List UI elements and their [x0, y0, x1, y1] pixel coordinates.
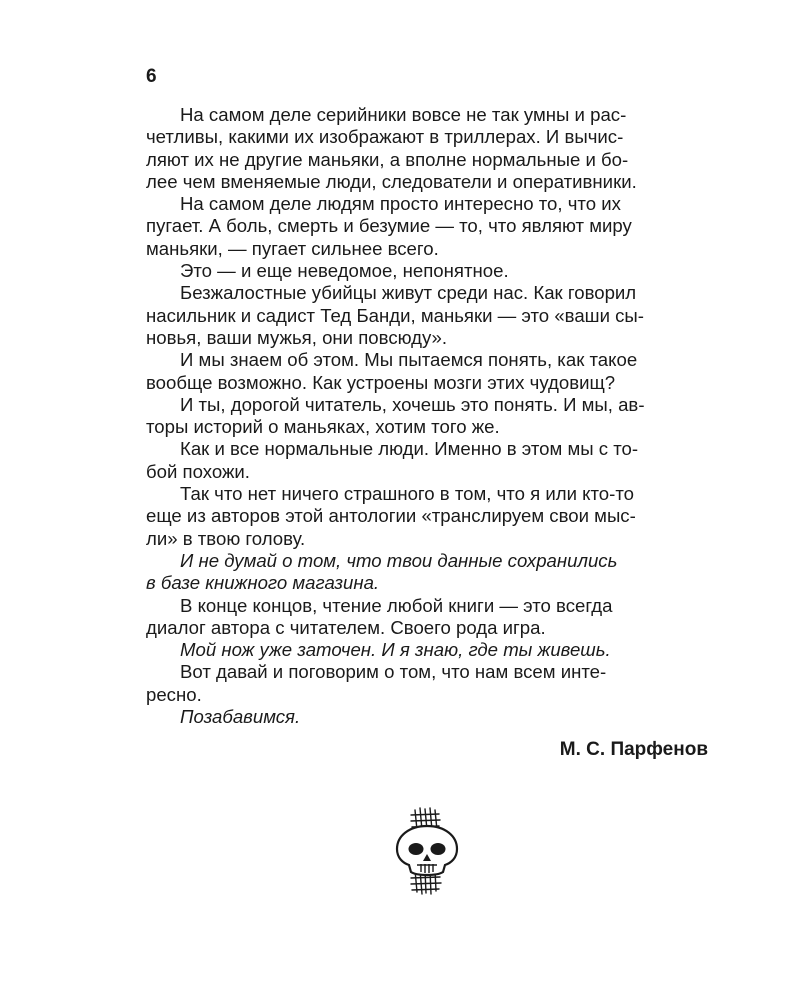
paragraph: И ты, дорогой читатель, хочешь это понять. И мы, ав- торы историй о маньяках, хотим того же. [146, 393, 645, 438]
paragraph: Безжалостные убийцы живут среди нас. Как говорил насильник и садист Тед Банди, маньяки — это «ваши сы- новья, ваши мужья, они повсюду». [146, 282, 644, 348]
paragraph-italic: И не думай о том, что твои данные сохранились в базе книжного магазина. [146, 549, 618, 594]
paragraph: И мы знаем об этом. Мы пытаемся понять, как такое вообще возможно. Как устроены мозги этих чудовищ? [146, 349, 638, 393]
body-text [146, 104, 708, 728]
paragraph: Это — и еще неведомое, непонятное. [180, 260, 509, 282]
author-signature: М. С. Парфенов [559, 739, 708, 760]
skull-icon [387, 806, 467, 896]
paragraph-italic: Мой нож уже заточен. И я знаю, где ты живешь. [180, 639, 611, 661]
paragraph: На самом деле людям просто интересно то, что их пугает. А боль, смерть и безумие — то, что являют миру маньяки, — пугает сильнее всего. [146, 193, 632, 259]
paragraph: Вот давай и поговорим о том, что нам всем инте- ресно. [146, 661, 607, 705]
paragraph: Так что нет ничего страшного в том, что я или кто-то еще из авторов этой антологии «транслируем свои мыс- ли» в твою голову. [146, 483, 636, 549]
paragraph-italic: Позабавимся. [180, 706, 301, 728]
paragraph: На самом деле серийники вовсе не так умны и рас- четливы, какими их изображают в триллерах. И вычис- ляют их не другие маньяки, а вполне нормальные и бо- лее чем вменяемые люди, следователи и оперативники. [146, 104, 637, 192]
paragraph: Как и все нормальные люди. Именно в этом мы с то- бой похожи. [146, 438, 639, 482]
paragraph: В конце концов, чтение любой книги — это всегда диалог автора с читателем. Своего рода игра. [146, 594, 613, 638]
page-number: 6 [146, 66, 157, 87]
